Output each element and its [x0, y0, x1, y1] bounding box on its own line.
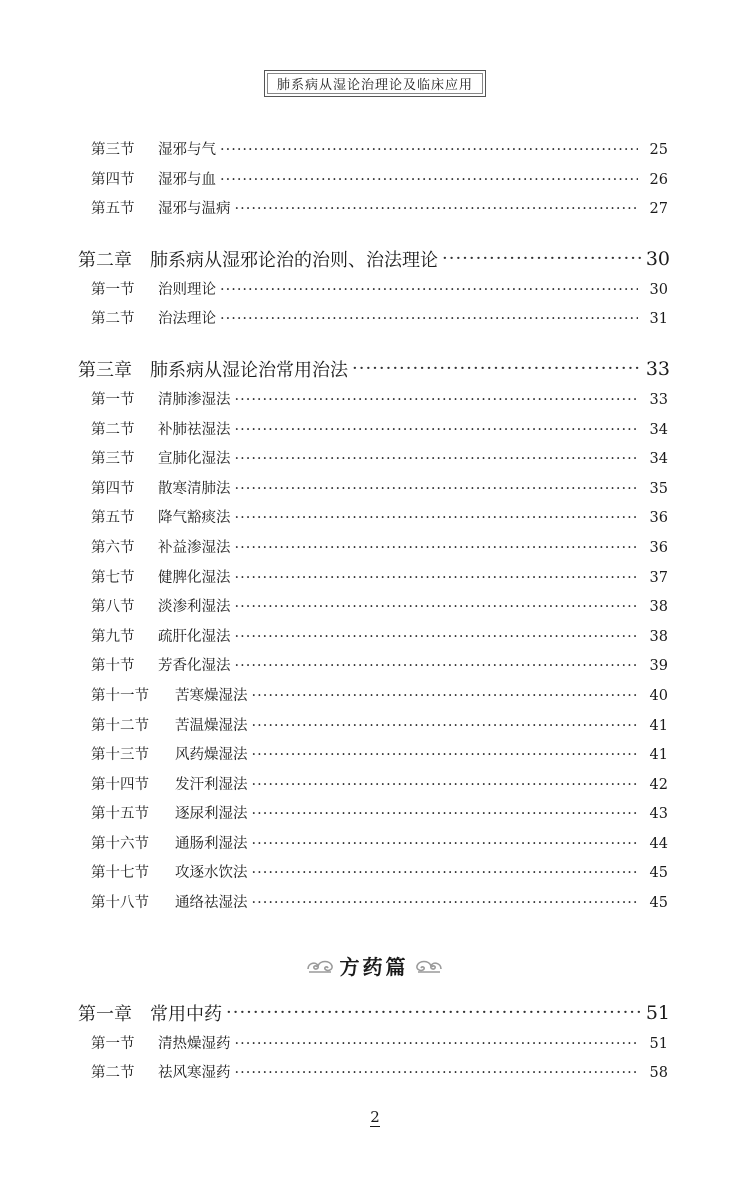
- dot-leader: [235, 629, 639, 645]
- section-page: 51: [649, 1035, 668, 1052]
- section-page: 34: [649, 451, 668, 468]
- section-number: 第四节: [91, 480, 135, 497]
- toc-section-row[interactable]: [78, 1061, 670, 1091]
- dot-leader: [235, 451, 639, 467]
- chapter-number: 第三章: [78, 359, 132, 381]
- section-number: 第十五节: [91, 806, 149, 823]
- dot-leader: [235, 392, 639, 408]
- section-title: 清热燥湿药: [158, 1035, 231, 1052]
- dot-leader: [252, 865, 639, 881]
- dot-leader: [235, 1036, 639, 1052]
- section-page: 38: [649, 628, 668, 645]
- chapter-page: 51: [645, 1001, 670, 1024]
- section-page: 34: [649, 421, 668, 438]
- section-number: 第十三节: [91, 747, 149, 764]
- section-number: 第五节: [91, 510, 135, 527]
- toc-section-row[interactable]: [78, 307, 670, 337]
- section-title: 风药燥湿法: [175, 747, 248, 764]
- section-title: 补益渗湿法: [158, 539, 231, 556]
- cloud-scroll-ornament-icon: [415, 957, 443, 975]
- section-title: 芳香化湿法: [158, 658, 231, 675]
- section-number: 第二节: [91, 1065, 135, 1082]
- section-title: 湿邪与温病: [158, 201, 231, 218]
- table-of-contents: [78, 138, 670, 1091]
- page-number: [0, 1108, 750, 1126]
- section-number: 第十七节: [91, 865, 149, 882]
- dot-leader: [235, 1065, 639, 1081]
- dot-leader: [442, 248, 642, 269]
- dot-leader: [252, 895, 639, 911]
- toc-section-row[interactable]: [78, 743, 670, 773]
- section-page: 45: [649, 895, 668, 912]
- toc-chapter-row[interactable]: [78, 351, 670, 387]
- section-number: 第四节: [91, 171, 135, 188]
- section-page: 45: [649, 865, 668, 882]
- section-page: 42: [649, 776, 668, 793]
- section-title: 健脾化湿法: [158, 569, 231, 586]
- section-number: 第十八节: [91, 895, 149, 912]
- section-title: 散寒清肺法: [158, 480, 231, 497]
- dot-leader: [235, 201, 639, 217]
- section-page: 37: [649, 569, 668, 586]
- section-page: 26: [649, 171, 668, 188]
- chapter-number: 第二章: [78, 249, 132, 271]
- toc-section-row[interactable]: [78, 388, 670, 418]
- section-page: 30: [649, 281, 668, 298]
- section-title: 补肺祛湿法: [158, 421, 231, 438]
- section-number: 第十二节: [91, 717, 149, 734]
- toc-section-row[interactable]: [78, 684, 670, 714]
- toc-chapter-row[interactable]: [78, 995, 670, 1031]
- chapter-number: 第一章: [78, 1003, 132, 1025]
- section-page: 27: [649, 201, 668, 218]
- toc-section-row[interactable]: [78, 278, 670, 308]
- running-header: [0, 70, 750, 97]
- section-number: 第五节: [91, 201, 135, 218]
- toc-section-row[interactable]: [78, 168, 670, 198]
- section-number: 第十节: [91, 658, 135, 675]
- section-title: 逐尿利湿法: [175, 806, 248, 823]
- section-page: 40: [649, 687, 668, 704]
- section-title: 湿邪与血: [158, 171, 216, 188]
- section-title: 攻逐水饮法: [175, 865, 248, 882]
- section-page: 38: [649, 599, 668, 616]
- section-title: 湿邪与气: [158, 142, 216, 158]
- section-number: 第六节: [91, 539, 135, 556]
- section-number: 第七节: [91, 569, 135, 586]
- chapter-page: 30: [645, 247, 670, 270]
- section-number: 第二节: [91, 311, 135, 328]
- dot-leader: [252, 836, 639, 852]
- dot-leader: [252, 688, 639, 704]
- section-page: 41: [649, 717, 668, 734]
- toc-section-row[interactable]: [78, 625, 670, 655]
- dot-leader: [252, 806, 639, 822]
- running-title: 肺系病从湿论治理论及临床应用: [264, 70, 486, 97]
- section-title: 治则理论: [158, 281, 216, 298]
- toc-section-row[interactable]: [78, 566, 670, 596]
- section-page: 33: [649, 391, 668, 408]
- dot-leader: [252, 777, 639, 793]
- dot-leader: [235, 570, 639, 586]
- section-number: 第八节: [91, 599, 135, 616]
- toc-section-row[interactable]: [78, 536, 670, 566]
- section-number: 第一节: [91, 281, 135, 298]
- toc-section-row[interactable]: [78, 138, 670, 168]
- dot-leader: [235, 540, 639, 556]
- toc-section-row[interactable]: [78, 773, 670, 803]
- section-page: 41: [649, 747, 668, 764]
- part-title: [78, 943, 670, 989]
- section-title: 苦温燥湿法: [175, 717, 248, 734]
- section-page: 36: [649, 510, 668, 527]
- toc-section-row[interactable]: [78, 595, 670, 625]
- chapter-page: 33: [645, 357, 670, 380]
- section-page: 43: [649, 806, 668, 823]
- section-number: 第十四节: [91, 776, 149, 793]
- section-title: 宣肺化湿法: [158, 451, 231, 468]
- chapter-title: 肺系病从湿邪论治的治则、治法理论: [150, 249, 438, 271]
- dot-leader: [235, 510, 639, 526]
- section-title: 清肺渗湿法: [158, 391, 231, 408]
- toc-section-row[interactable]: [78, 861, 670, 891]
- section-page: 31: [649, 311, 668, 328]
- toc-section-row[interactable]: [78, 447, 670, 477]
- section-number: 第九节: [91, 628, 135, 645]
- dot-leader: [235, 599, 639, 615]
- dot-leader: [352, 358, 642, 379]
- dot-leader: [220, 311, 638, 327]
- section-number: 第二节: [91, 421, 135, 438]
- toc-section-row[interactable]: [78, 714, 670, 744]
- page-number-text: 2: [370, 1108, 380, 1126]
- toc-section-row[interactable]: [78, 802, 670, 832]
- toc-section-row[interactable]: [78, 832, 670, 862]
- toc-section-row[interactable]: [78, 506, 670, 536]
- section-number: 第一节: [91, 1035, 135, 1052]
- section-page: 39: [649, 658, 668, 675]
- dot-leader: [252, 718, 639, 734]
- section-number: 第十一节: [91, 687, 149, 704]
- dot-leader: [220, 172, 638, 188]
- toc-chapter-row[interactable]: [78, 241, 670, 277]
- section-title: 发汗利湿法: [175, 776, 248, 793]
- dot-leader: [220, 142, 638, 158]
- section-page: 25: [649, 142, 668, 158]
- section-title: 疏肝化湿法: [158, 628, 231, 645]
- chapter-title: 常用中药: [150, 1003, 222, 1025]
- dot-leader: [235, 658, 639, 674]
- section-title: 通肠利湿法: [175, 835, 248, 852]
- toc-section-row[interactable]: [78, 197, 670, 227]
- toc-section-row[interactable]: [78, 477, 670, 507]
- section-page: 36: [649, 539, 668, 556]
- section-number: 第一节: [91, 391, 135, 408]
- section-number: 第三节: [91, 142, 135, 158]
- section-page: 35: [649, 480, 668, 497]
- chapter-title: 肺系病从湿论治常用治法: [150, 359, 348, 381]
- section-title: 降气豁痰法: [158, 510, 231, 527]
- toc-section-row[interactable]: [78, 654, 670, 684]
- section-title: 通络祛湿法: [175, 895, 248, 912]
- section-page: 44: [649, 835, 668, 852]
- dot-leader: [235, 481, 639, 497]
- dot-leader: [220, 282, 638, 298]
- dot-leader: [226, 1002, 642, 1023]
- section-title: 治法理论: [158, 311, 216, 328]
- section-number: 第十六节: [91, 835, 149, 852]
- section-page: 58: [649, 1065, 668, 1082]
- section-title: 祛风寒湿药: [158, 1065, 231, 1082]
- toc-section-row[interactable]: [78, 418, 670, 448]
- part-title-text: 方药篇: [339, 955, 409, 980]
- dot-leader: [235, 422, 639, 438]
- dot-leader: [252, 747, 639, 763]
- section-title: 淡渗利湿法: [158, 599, 231, 616]
- cloud-scroll-ornament-icon: [306, 957, 334, 975]
- toc-section-row[interactable]: [78, 1032, 670, 1062]
- toc-section-row[interactable]: [78, 891, 670, 921]
- section-title: 苦寒燥湿法: [175, 687, 248, 704]
- section-number: 第三节: [91, 451, 135, 468]
